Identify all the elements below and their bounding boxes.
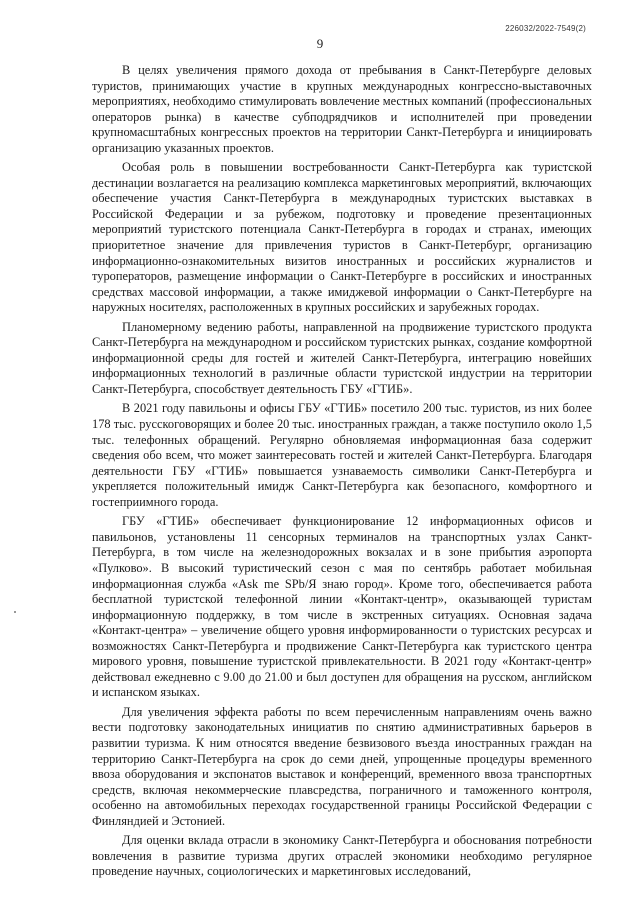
page-number: 9 bbox=[316, 36, 324, 51]
paragraph: В 2021 году павильоны и офисы ГБУ «ГТИБ» посетило 200 тыс. туристов, из них более 178 тыс. русскоговорящих и более 20 тыс. иностранных граждан, а также поступило около 1,5 тыс. телефонных обращений. Регулярно обновляемая информационная база содержит сведения обо всем, что может заинтересовать гостей и жителей Санкт-Петербурга. Благодаря деятельности ГБУ «ГТИБ» повышается узнаваемость символики Санкт-Петербурга и укрепляется положительный имидж Санкт-Петербурга как безопасного, комфортного и гостеприимного города. bbox=[92, 401, 592, 509]
paragraph: В целях увеличения прямого дохода от пребывания в Санкт-Петербурге деловых туристов, принимающих участие в крупных международных конгрессно-выставочных мероприятиях, необходимо стимулировать вовлечение местных компаний (профессиональных операторов рынка) в качестве субподрядчиков и исполнителей при проведении крупномасштабных конгрессных проектов на территории Санкт-Петербурга и инициировать организацию указанных проектов. bbox=[92, 63, 592, 155]
paragraph: Для увеличения эффекта работы по всем перечисленным направлениям очень важно вести подготовку законодательных инициатив по снятию административных барьеров в развитии туризма. К ним относятся введение безвизового въезда иностранных граждан на территорию Санкт-Петербурга на срок до семи дней, упрощенные процедуры временного ввоза оборудования и экспонатов выставок и конференций, временного ввоза транспортных средств, включая некоммерческие плавсредства, пограничного и таможенного контроля, особенно на автомобильных переходах государственной границы Российской Федерации с Финляндией и Эстонией. bbox=[92, 704, 592, 828]
paragraph: ГБУ «ГТИБ» обеспечивает функционирование 12 информационных офисов и павильонов, установлены 11 сенсорных терминалов на транспортных узлах Санкт-Петербурга, в том числе на железнодорожных вокзалах и в зоне прибытия аэропорта «Пулково». В высокий туристический сезон с мая по сентябрь работает мобильная информационная служба «Ask me SPb/Я знаю город». Кроме того, обеспечивается работа бесплатной туристской телефонной линии «Контакт-центр», оказывающей туристам информационную поддержку, в том числе в экстренных ситуациях. Основная задача «Контакт-центра» – увеличение общего уровня информированности о туристских ресурсах и возможностях Санкт-Петербурга и продвижение Санкт-Петербурга как туристского центра мирового уровня, повышение туристской привлекательности. В 2021 году «Контакт-центр» действовал ежедневно с 9.00 до 21.00 и был доступен для обращения на русском, английском и испанском языках. bbox=[92, 514, 592, 700]
document-id: 226032/2022-7549(2) bbox=[505, 24, 586, 33]
document-body bbox=[92, 63, 592, 884]
paragraph: Планомерному ведению работы, направленной на продвижение туристского продукта Санкт-Петербурга на международном и российском туристских рынках, создание комфортной информационной среды для гостей и жителей Санкт-Петербурга, интеграцию новейших информационных технологий в различные области туристской индустрии на территории Санкт-Петербурга, способствует деятельность ГБУ «ГТИБ». bbox=[92, 319, 592, 396]
scan-speck bbox=[14, 611, 16, 613]
paragraph: Для оценки вклада отрасли в экономику Санкт-Петербурга и обоснования потребности вовлечения в развитие туризма других отраслей экономики необходимо регулярное проведение научных, социологических и маркетинговых исследований, bbox=[92, 833, 592, 879]
paragraph: Особая роль в повышении востребованности Санкт-Петербурга как туристской дестинации возлагается на реализацию комплекса маркетинговых мероприятий, включающих обеспечение участия Санкт-Петербурга в международных туристских выставках в Российской Федерации и за рубежом, подготовку и проведение презентационных мероприятий туристского потенциала Санкт-Петербурга в городах и странах, имеющих приоритетное значение для привлечения туристов в Санкт-Петербург, организацию информационно-ознакомительных визитов иностранных и российских журналистов и туроператоров, размещение информации о Санкт-Петербурге в российских и иностранных средствах массовой информации, а также имиджевой информации о Санкт-Петербурге на наружных носителях, расположенных в крупных российских и зарубежных городах. bbox=[92, 160, 592, 315]
